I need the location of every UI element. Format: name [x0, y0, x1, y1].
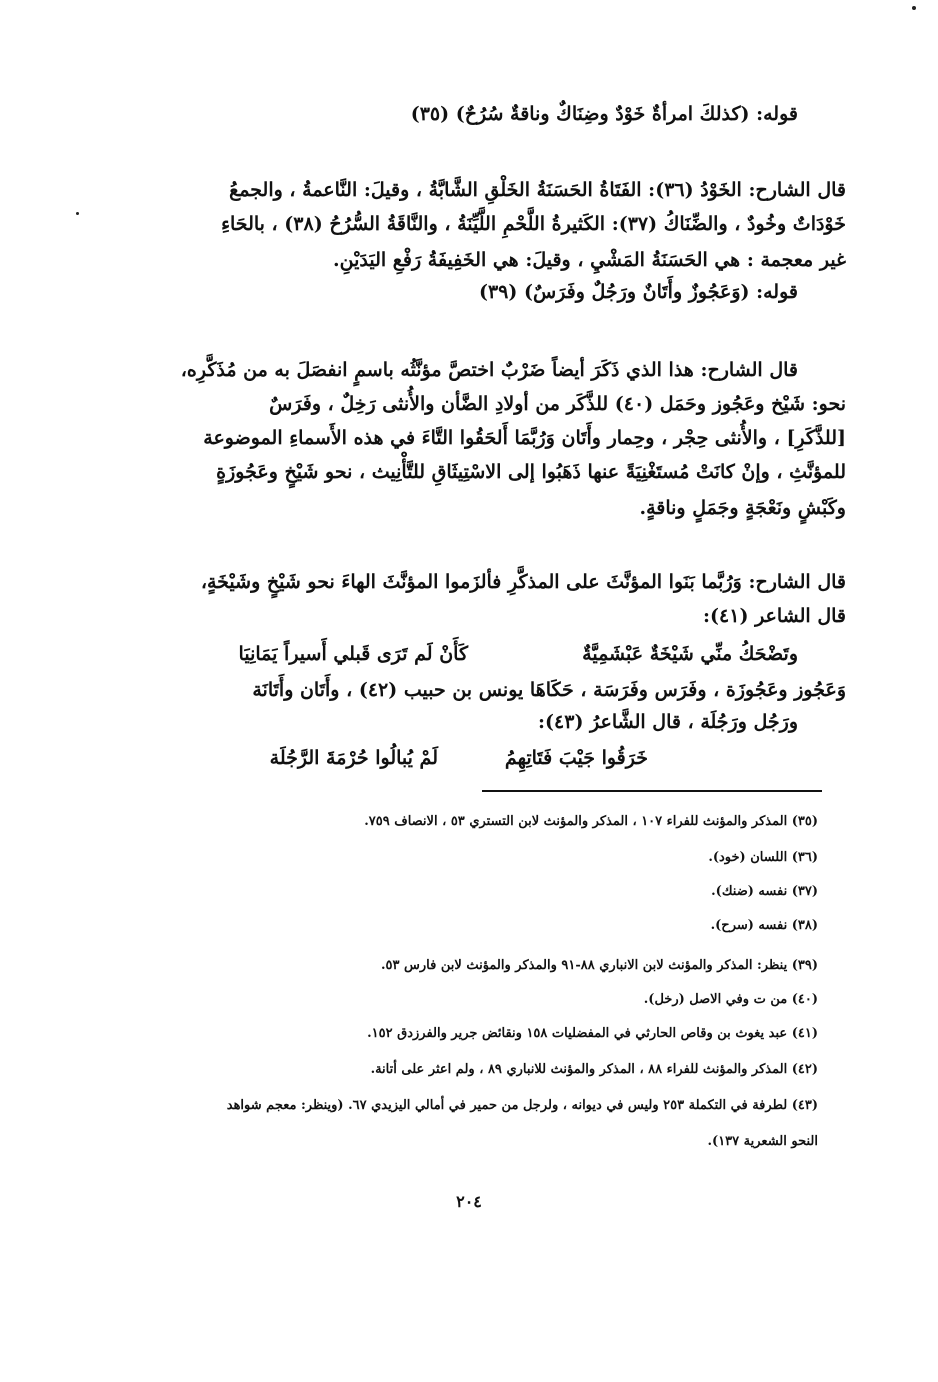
heading-line: قوله: (كذلكَ امرأةٌ خَوْدٌ وضِنَاكٌ وناقةٌ سُرُحٌ) (٣٥): [410, 103, 798, 125]
verse2-right-hemistich: خَرَقُوا جَيْبَ فَتَاتِهِمُ: [504, 747, 648, 769]
para2-line-3: [للذَّكَرِ] ، والأُنثى حِجْر ، وحِمار وأَتَان وَرُبَّمَا أَلحَقُوا التَّاءَ في هذه الأَسماءِ الموضوعة: [203, 427, 846, 449]
para4-line-1: وَعَجُوز وعَجُوزَة ، وفَرَس وفَرَسَة ، حَكَاهَا يونس بن حبيب (٤٢) ، وأَتَان وأَتَانَة: [252, 679, 846, 701]
para3-line-1: قال الشارح: وَرُبَّما بَنَوا المؤنَّثَ على المذكَّرِ فألزَموا المؤنَّثَ الهاءَ نحو شَيْخٍ وشَيْخَةٍ،: [200, 571, 846, 593]
scan-speck: [912, 6, 916, 10]
para2-line-1: قال الشارح: هذا الذي ذَكَرَ أيضاً ضَرْبٌ اختصَّ مؤنَّثُه باسمٍ انفصَلَ به من مُذَكَّرِه،: [180, 359, 798, 381]
para1-line-3: غير معجمة : هي الحَسَنَةُ المَشْيِ ، وقيلَ: هي الخَفِيفَةُ رَفْعِ اليَدَيْنِ.: [333, 249, 846, 271]
footnote-38: (٣٨) نفسه (سرح).: [710, 918, 818, 933]
footnote-40: (٤٠) من ت وفي الاصل (رخل).: [643, 992, 818, 1007]
verse1-left-hemistich: كَأَنْ لَم تَرَى قَبلي أَسيراً يَمَانِيَا: [238, 643, 468, 665]
footnote-39: (٣٩) ينظر: المذكر والمؤنث لابن الانباري ٨٨-٩١ والمذكر والمؤنث لابن فارس ٥٣.: [380, 958, 818, 973]
para2-line-5: وكَبْشٍ ونَعْجَةٍ وجَمَلٍ وناقةٍ.: [639, 497, 846, 519]
para1-line-2: خَوْدَاتٌ وخُودٌ ، والضِّنَاكُ (٣٧): الكَثيرةُ اللَّحْمِ اللَّيِّنَةُ ، والنَّاقَةُ السُّرُحُ (٣٨) ، بالحَاءِ: [221, 213, 846, 235]
para2-line-2: نحو: شَيْخ وعَجُوز وحَمَل (٤٠) للذَّكَر من أولادِ الضَّأن والأُنثى رَخِلٌ ، وفَرَسٌ: [269, 393, 846, 415]
scan-speck: [76, 212, 79, 215]
footnote-36: (٣٦) اللسان (خود).: [708, 850, 818, 865]
footnote-43: (٤٣) لطرفة في التكملة ٢٥٣ وليس في ديوانه ، ولرجل من حمير في أمالي اليزيدي ٦٧. (وينظر: معجم شواهد: [226, 1098, 818, 1113]
verse1-right-hemistich: وتَضْحَكُ منِّي شَيْخَةٌ عَبْشَمِيَّةٌ: [582, 643, 798, 665]
para4-line-2: ورَجُل ورَجُلَة ، قال الشَّاعرُ (٤٣):: [538, 711, 798, 733]
footnote-42: (٤٢) المذكر والمؤنث للفراء ٨٨ ، المذكر والمؤنث للانباري ٨٩ ، ولم اعثر على أتانة.: [370, 1062, 818, 1077]
footnote-43-continued: النحو الشعرية ١٣٧).: [707, 1134, 818, 1149]
footnote-35: (٣٥) المذكر والمؤنث للفراء ١٠٧ ، المذكر والمؤنث لابن التستري ٥٣ ، الانصاف ٧٥٩.: [364, 814, 818, 829]
para3-line-2: قال الشاعر (٤١):: [703, 605, 846, 627]
footnote-41: (٤١) عبد يغوث بن وقاص الحارثي في المفضليات ١٥٨ ونقائض جرير والفرزدق ١٥٢.: [367, 1026, 818, 1041]
footnote-37: (٣٧) نفسه (ضنك).: [711, 884, 818, 899]
para1-line-1: قال الشارح: الخَوْدُ (٣٦): الفَتَاةُ الحَسَنَةُ الخَلْقِ الشَّابَّةُ ، وقيلَ: النَّاعمةُ ، والجمعُ: [229, 179, 846, 201]
page-number: ٢٠٤: [456, 1192, 482, 1211]
para2-line-4: للمؤنَّثِ ، وإنْ كانَتْ مُستَغْنِيَةً عنها ذَهَبُوا إلى الاسْتِيثَاقِ للتَّأْنِيث ، نحو شَيْخٍ وعَجُوزَةٍ: [216, 461, 846, 483]
verse2-left-hemistich: لَمْ يُبالُوا حُرْمَةَ الرَّجُلَة: [269, 747, 438, 769]
para1-line-4: قوله: (وَعَجُوزٌ وأَتَانٌ ورَجُلٌ وفَرَسٌ) (٣٩): [478, 281, 798, 303]
footnote-separator: [482, 790, 822, 792]
